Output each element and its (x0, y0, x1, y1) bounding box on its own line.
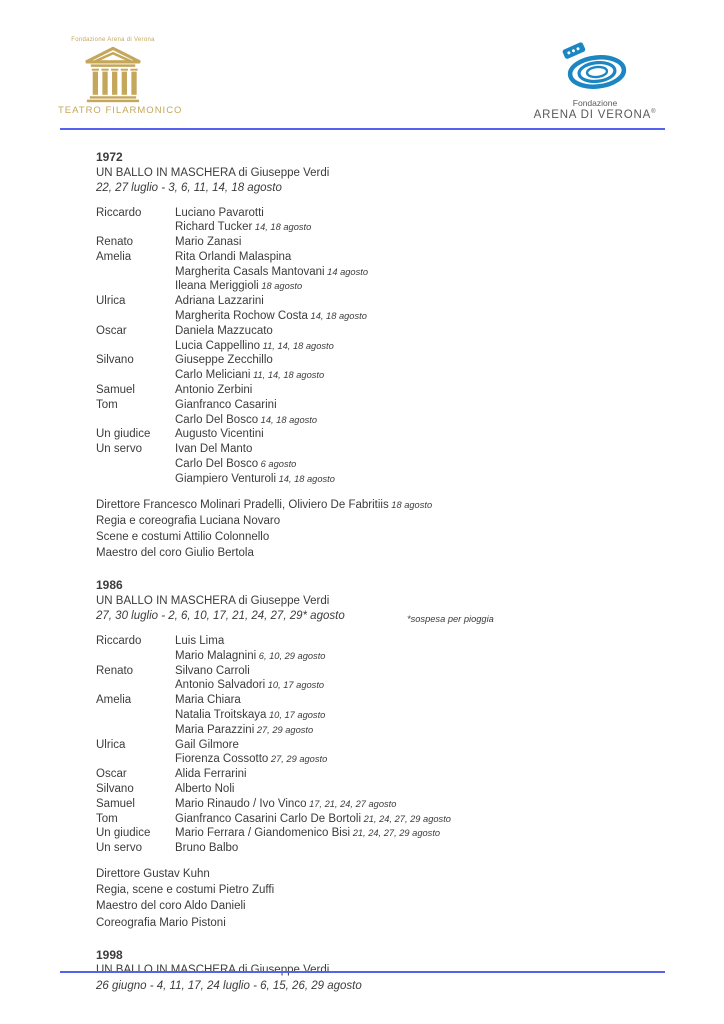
cast-name: Adriana Lazzarini (175, 295, 264, 308)
opera-title: UN BALLO IN MASCHERA di Giuseppe Verdi (96, 166, 330, 179)
cast-role (96, 265, 175, 280)
cast-role: Ulrica (96, 738, 126, 751)
cast-name: Augusto Vicentini (175, 428, 264, 441)
cast-role (96, 309, 175, 324)
year-heading: 1972 (96, 150, 123, 164)
performance-dates (96, 609, 684, 625)
cast-name: Mario Ferrara / Giandomenico Bisi 21, 24, 27, 29 agosto (175, 827, 441, 840)
cast-dates: 10, 17 agosto (265, 680, 325, 691)
dates-text: 22, 27 luglio - 3, 6, 11, 14, 18 agosto (96, 182, 282, 194)
performance-dates (96, 979, 684, 995)
performance-dates (96, 181, 684, 197)
cast-role: Amelia (96, 250, 132, 263)
dates-text: 27, 30 luglio - 2, 6, 10, 17, 21, 24, 27, 29* agosto (96, 610, 345, 623)
arena-di-verona-text: ARENA DI VERONA® (533, 109, 657, 121)
cast-role (96, 339, 175, 354)
cast-name: Alida Ferrarini (175, 768, 247, 781)
cast-role: Oscar (96, 324, 127, 337)
cast-name: Carlo Del Bosco 14, 18 agosto (175, 413, 318, 426)
arena-di-verona-logo (520, 36, 670, 121)
cast-role: Riccardo (96, 206, 142, 219)
cast-name: Silvano Carroli (175, 664, 250, 677)
cast-name: Margherita Rochow Costa 14, 18 agosto (175, 310, 367, 323)
cast-role: Un giudice (96, 428, 151, 441)
cast-name: Giampiero Venturoli 14, 18 agosto (175, 472, 335, 485)
cast-role (96, 413, 175, 428)
cast-name: Mario Zanasi (175, 236, 242, 249)
cast-role (96, 678, 175, 693)
credit-line: Scene e costumi Attilio Colonnello (96, 531, 270, 544)
cast-name: Antonio Salvadori 10, 17 agosto (175, 679, 325, 692)
cast-name: Lucia Cappellino 11, 14, 18 agosto (175, 339, 334, 352)
year-heading: 1998 (96, 947, 123, 962)
cast-role (96, 752, 175, 767)
cast-name: Richard Tucker 14, 18 agosto (175, 221, 312, 234)
year-heading: 1986 (96, 578, 123, 593)
cast-dates: 6 agosto (258, 459, 297, 470)
cast-name: Rita Orlandi Malaspina (175, 250, 292, 263)
cast-role: Ulrica (96, 295, 126, 308)
cast-dates: 14 agosto (324, 266, 368, 277)
cast-dates: 17, 21, 24, 27 agosto (306, 798, 397, 809)
cast-name: Ivan Del Manto (175, 443, 253, 456)
cast-name: Daniela Mazzucato (175, 324, 273, 337)
cast-name: Maria Chiara (175, 694, 241, 707)
cast-role: Samuel (96, 797, 135, 810)
teatro-filarmonico-logo (58, 36, 183, 116)
credit-line: Regia, scene e costumi Pietro Zuffi (96, 884, 275, 897)
cast-table (96, 634, 684, 856)
cast-name: Mario Rinaudo / Ivo Vinco 17, 21, 24, 27 agosto (175, 797, 397, 810)
cast-name: Alberto Noli (175, 782, 235, 795)
year-section-1986 (96, 578, 684, 930)
cast-dates: 21, 24, 27, 29 agosto (361, 813, 451, 824)
credits-block (96, 497, 684, 562)
cast-role (96, 279, 175, 294)
cast-role (96, 708, 175, 723)
cast-role: Samuel (96, 384, 135, 397)
cast-name: Carlo Meliciani 11, 14, 18 agosto (175, 369, 325, 382)
header-divider (60, 128, 665, 130)
cast-name: Gail Gilmore (175, 738, 239, 751)
cast-name: Natalia Troitskaya 10, 17 agosto (175, 708, 326, 721)
cast-role: Silvano (96, 782, 134, 795)
cast-name: Ileana Meriggioli 18 agosto (175, 280, 303, 293)
weather-note: *sospesa per pioggia (407, 614, 494, 625)
cast-name: Maria Parazzini 27, 29 agosto (175, 723, 314, 736)
cast-dates: 18 agosto (258, 281, 303, 292)
cast-role: Oscar (96, 768, 127, 781)
cast-name: Giuseppe Zecchillo (175, 354, 273, 367)
cast-dates: 21, 24, 27, 29 agosto (350, 828, 441, 839)
credits-block (96, 866, 684, 931)
trademark-symbol: ® (651, 109, 657, 116)
footer-divider (60, 971, 665, 973)
classical-building-icon (84, 46, 142, 104)
year-section-1972 (96, 150, 684, 561)
cast-role: Un servo (96, 443, 143, 456)
cast-role: Tom (96, 812, 118, 825)
cast-name: Fiorenza Cossotto 27, 29 agosto (175, 753, 328, 766)
cast-dates: 14, 18 agosto (258, 414, 318, 425)
cast-name: Bruno Balbo (175, 842, 239, 855)
cast-name: Gianfranco Casarini (175, 398, 277, 411)
credit-line: Maestro del coro Aldo Danieli (96, 900, 246, 913)
logo-small-text: Fondazione Arena di Verona (71, 37, 155, 43)
cast-name: Mario Malagnini 6, 10, 29 agosto (175, 649, 326, 662)
logo-name-text: TEATRO FILARMONICO (58, 105, 183, 116)
cast-role: Riccardo (96, 634, 142, 647)
dates-text: 26 giugno - 4, 11, 17, 24 luglio - 6, 15, 26, 29 agosto (96, 979, 362, 992)
cast-name: Luciano Pavarotti (175, 206, 264, 219)
credit-line: Maestro del coro Giulio Bertola (96, 547, 254, 560)
credit-line: Regia e coreografia Luciana Novaro (96, 514, 281, 527)
cast-role: Silvano (96, 354, 134, 367)
cast-role (96, 723, 175, 738)
cast-name: Luis Lima (175, 634, 225, 647)
cast-role: Amelia (96, 694, 132, 707)
cast-name: Carlo Del Bosco 6 agosto (175, 458, 297, 471)
cast-role (96, 457, 175, 472)
cast-role (96, 649, 175, 664)
cast-dates: 14, 18 agosto (307, 311, 367, 322)
cast-name: Antonio Zerbini (175, 384, 253, 397)
cast-dates: 27, 29 agosto (254, 724, 314, 735)
cast-table (96, 206, 684, 487)
cast-name: Gianfranco Casarini Carlo De Bortoli 21, 24, 27, 29 agosto (175, 812, 451, 825)
cast-dates: 6, 10, 29 agosto (256, 650, 326, 661)
cast-role: Un servo (96, 842, 143, 855)
content (0, 138, 724, 994)
page-header (0, 0, 724, 124)
credit-line: Coreografia Mario Pistoni (96, 916, 226, 929)
credit-line: Direttore Gustav Kuhn (96, 867, 210, 880)
cast-role: Renato (96, 236, 134, 249)
cast-dates: 14, 18 agosto (252, 222, 312, 233)
cast-name: Margherita Casals Mantovani 14 agosto (175, 265, 368, 278)
opera-title: UN BALLO IN MASCHERA di Giuseppe Verdi (96, 594, 330, 607)
cast-role (96, 220, 175, 235)
cast-dates: 11, 14, 18 agosto (260, 340, 334, 351)
cast-role: Un giudice (96, 827, 151, 840)
cast-dates: 14, 18 agosto (276, 473, 335, 484)
credit-dates: 18 agosto (388, 499, 433, 510)
cast-role: Renato (96, 664, 134, 677)
cast-dates: 27, 29 agosto (268, 754, 328, 765)
arena-spiral-icon (559, 42, 631, 94)
credit-line: Direttore Francesco Molinari Pradelli, Oliviero De Fabritiis 18 agosto (96, 498, 433, 511)
cast-dates: 11, 14, 18 agosto (250, 370, 325, 381)
cast-dates: 10, 17 agosto (266, 709, 326, 720)
cast-role: Tom (96, 398, 118, 411)
cast-role (96, 472, 175, 487)
cast-role (96, 368, 175, 383)
fondazione-text: Fondazione (572, 98, 618, 108)
